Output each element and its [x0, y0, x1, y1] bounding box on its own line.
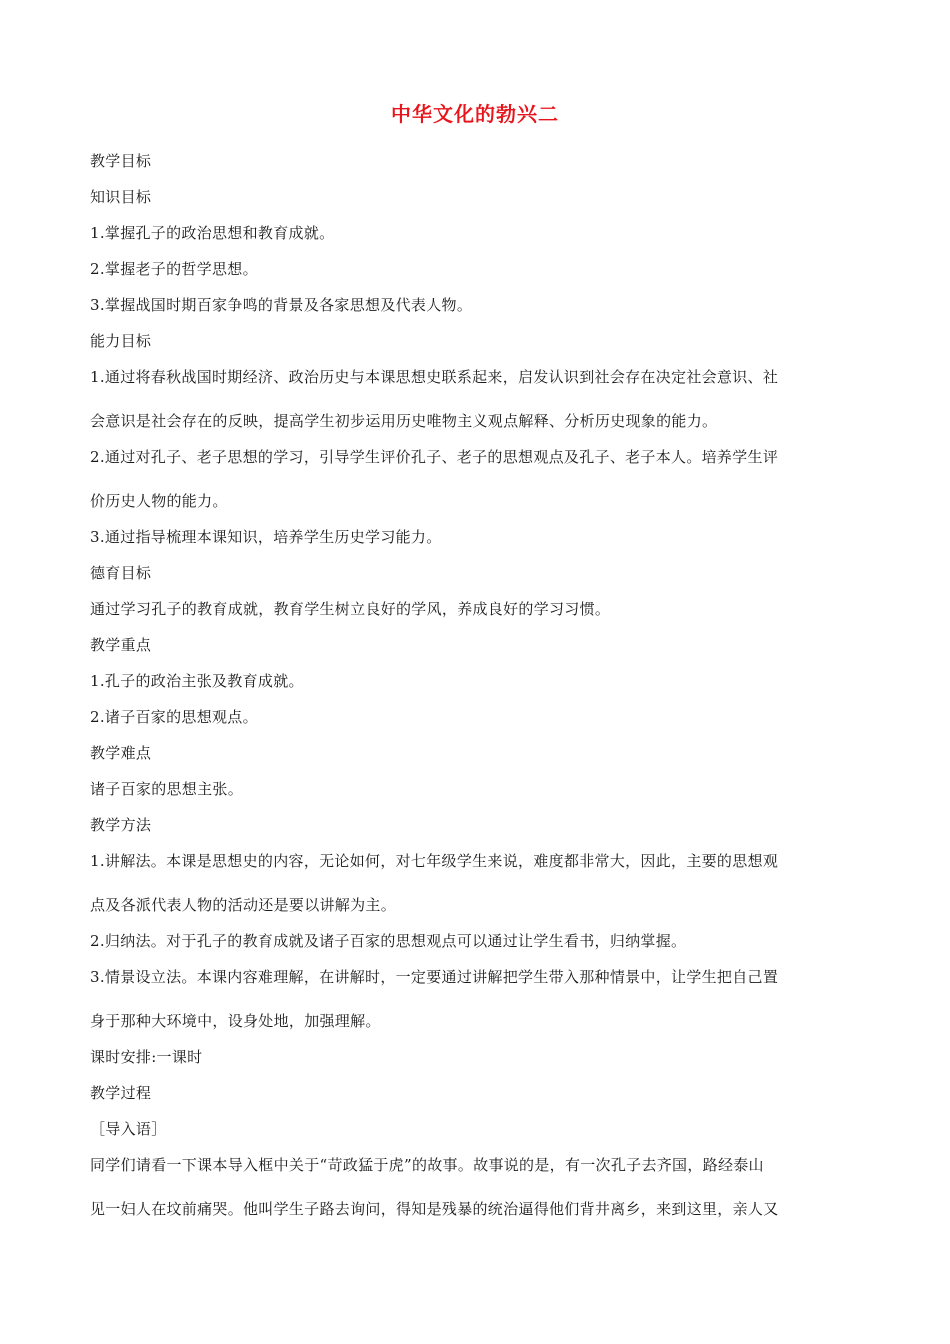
- section-heading: 德育目标: [90, 564, 152, 582]
- paragraph-line: 2.通过对孔子、老子思想的学习，引导学生评价孔子、老子的思想观点及孔子、老子本人。培养学生评: [90, 448, 779, 466]
- paragraph-line: 课时安排:一课时: [90, 1048, 203, 1066]
- section-heading: ［导入语］: [90, 1120, 167, 1138]
- paragraph-line: 1.讲解法。本课是思想史的内容，无论如何，对七年级学生来说，难度都非常大，因此，主要的思想观: [90, 852, 779, 870]
- paragraph-line: 诸子百家的思想主张。: [90, 780, 244, 798]
- paragraph-line: 1.孔子的政治主张及教育成就。: [90, 672, 304, 690]
- paragraph-line: 价历史人物的能力。: [90, 492, 228, 510]
- document-title: 中华文化的勃兴二: [391, 102, 559, 126]
- section-heading: 教学过程: [90, 1084, 152, 1102]
- paragraph-line: 同学们请看一下课本导入框中关于“苛政猛于虎”的故事。故事说的是，有一次孔子去齐国，路经泰山: [90, 1156, 764, 1174]
- section-heading: 教学方法: [90, 816, 152, 834]
- paragraph-line: 2.诸子百家的思想观点。: [90, 708, 258, 726]
- paragraph-line: 身于那种大环境中，设身处地，加强理解。: [90, 1012, 381, 1030]
- section-heading: 教学重点: [90, 636, 152, 654]
- paragraph-line: 3.掌握战国时期百家争鸣的背景及各家思想及代表人物。: [90, 296, 473, 314]
- section-heading: 能力目标: [90, 332, 152, 350]
- document-body: [90, 150, 862, 1234]
- paragraph-line: 通过学习孔子的教育成就，教育学生树立良好的学风，养成良好的学习习惯。: [90, 600, 611, 618]
- paragraph-line: 1.掌握孔子的政治思想和教育成就。: [90, 224, 335, 242]
- paragraph-line: 会意识是社会存在的反映，提高学生初步运用历史唯物主义观点解释、分析历史现象的能力。: [90, 412, 718, 430]
- section-heading: 知识目标: [90, 188, 152, 206]
- paragraph-line: 3.情景设立法。本课内容难理解，在讲解时，一定要通过讲解把学生带入那种情景中，让学生把自己置: [90, 968, 779, 986]
- paragraph-line: 1.通过将春秋战国时期经济、政治历史与本课思想史联系起来，启发认识到社会存在决定社会意识、社: [90, 368, 779, 386]
- paragraph-line: 3.通过指导梳理本课知识，培养学生历史学习能力。: [90, 528, 442, 546]
- section-heading: 教学目标: [90, 152, 152, 170]
- paragraph-line: 2.归纳法。对于孔子的教育成就及诸子百家的思想观点可以通过让学生看书，归纳掌握。: [90, 932, 687, 950]
- paragraph-line: 点及各派代表人物的活动还是要以讲解为主。: [90, 896, 397, 914]
- paragraph-line: 见一妇人在坟前痛哭。他叫学生子路去询问，得知是残暴的统治逼得他们背井离乡，来到这里，亲人又: [90, 1200, 779, 1218]
- section-heading: 教学难点: [90, 744, 152, 762]
- paragraph-line: 2.掌握老子的哲学思想。: [90, 260, 258, 278]
